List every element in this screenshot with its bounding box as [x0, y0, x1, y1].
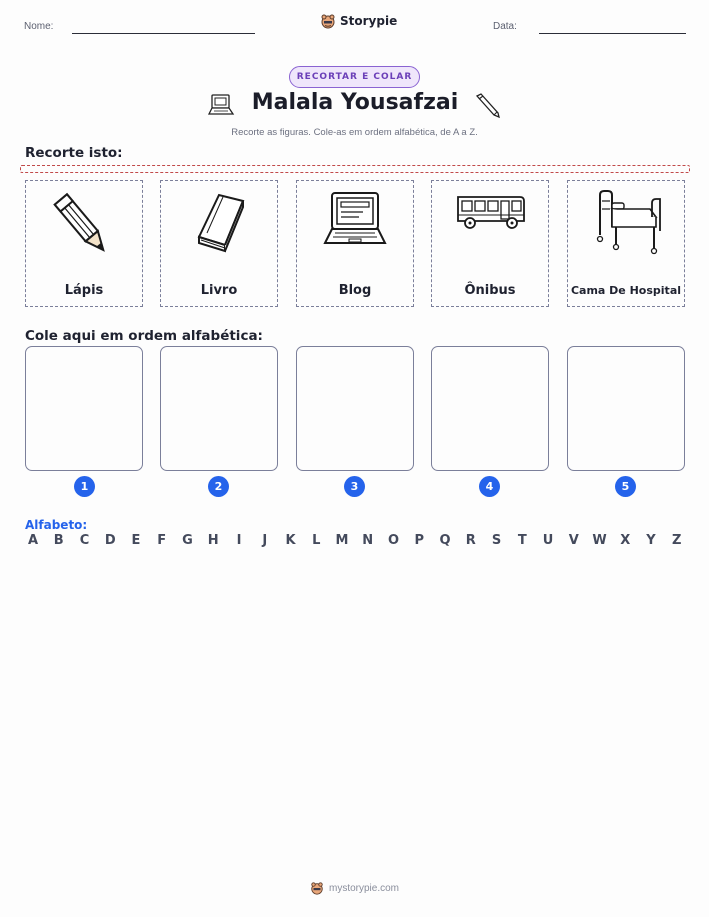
- alphabet-letter: W: [592, 533, 607, 548]
- instructions: Recorte as figuras. Cole-as em ordem alfabética, de A a Z.: [231, 127, 478, 138]
- paste-slot[interactable]: [160, 346, 278, 471]
- paste-slot[interactable]: [567, 346, 685, 471]
- alphabet-letter: U: [542, 533, 554, 548]
- alphabet-letter: J: [262, 533, 268, 548]
- paste-slot[interactable]: [296, 346, 414, 471]
- page-title: Malala Yousafzai: [251, 90, 459, 115]
- alphabet-letter: N: [362, 533, 374, 548]
- hospital-bed-icon: [586, 187, 666, 265]
- laptop-doodle-icon: [207, 93, 235, 117]
- card-label: Ônibus: [464, 283, 516, 298]
- card-label: Blog: [338, 283, 372, 298]
- alphabet-letter: Y: [646, 533, 656, 548]
- alphabet-letter: Z: [672, 533, 682, 548]
- footer-url: mystorypie.com: [328, 882, 399, 894]
- brand-logo: [320, 13, 397, 29]
- laptop-icon: [315, 187, 395, 265]
- alphabet-letter: A: [27, 533, 39, 548]
- alphabet-letter: C: [79, 533, 90, 548]
- date-line: [539, 33, 686, 34]
- storypie-mascot-icon: [310, 881, 324, 895]
- slot-number-badge: 1: [74, 476, 95, 497]
- alphabet-row: [25, 533, 685, 548]
- cut-card-hospital-bed[interactable]: [567, 180, 685, 307]
- paste-section-title: Cole aqui em ordem alfabética:: [25, 328, 263, 344]
- cut-line: [20, 165, 690, 173]
- alphabet-letter: V: [568, 533, 579, 548]
- book-icon: [179, 187, 259, 265]
- card-label: Livro: [200, 283, 238, 298]
- brand-name: Storypie: [340, 14, 398, 28]
- alphabet-letter: E: [131, 533, 141, 548]
- alphabet-letter: H: [207, 533, 219, 548]
- alphabet-letter: S: [491, 533, 502, 548]
- alphabet-letter: M: [335, 533, 349, 548]
- alphabet-letter: D: [104, 533, 116, 548]
- activity-badge: RECORTAR E COLAR: [289, 66, 420, 88]
- alphabet-letter: L: [312, 533, 321, 548]
- paste-slot[interactable]: [431, 346, 549, 471]
- slot-number-badge: 3: [344, 476, 365, 497]
- paste-slot[interactable]: [25, 346, 143, 471]
- alphabet-letter: R: [465, 533, 476, 548]
- bus-icon: [450, 187, 530, 265]
- date-label: Data:: [493, 21, 517, 32]
- storypie-mascot-icon: [320, 13, 336, 29]
- cut-section-title: Recorte isto:: [25, 145, 123, 161]
- alphabet-letter: X: [620, 533, 631, 548]
- cut-card-pencil[interactable]: [25, 180, 143, 307]
- alphabet-letter: K: [285, 533, 296, 548]
- slot-number-badge: 5: [615, 476, 636, 497]
- alphabet-letter: T: [517, 533, 527, 548]
- slot-number-badge: 2: [208, 476, 229, 497]
- alphabet-letter: Q: [439, 533, 451, 548]
- pencil-icon: [44, 187, 124, 265]
- alphabet-title: Alfabeto:: [25, 518, 88, 532]
- pencil-doodle-icon: [473, 91, 501, 119]
- alphabet-letter: G: [182, 533, 193, 548]
- footer: [0, 881, 709, 895]
- alphabet-letter: O: [387, 533, 400, 548]
- alphabet-letter: P: [414, 533, 425, 548]
- card-label: Lápis: [64, 283, 104, 298]
- name-line: [72, 33, 255, 34]
- cut-card-book[interactable]: [160, 180, 278, 307]
- cut-card-bus[interactable]: [431, 180, 549, 307]
- name-label: Nome:: [24, 21, 54, 32]
- alphabet-letter: I: [236, 533, 242, 548]
- alphabet-letter: B: [53, 533, 64, 548]
- slot-number-badge: 4: [479, 476, 500, 497]
- alphabet-letter: F: [157, 533, 167, 548]
- cut-card-blog[interactable]: [296, 180, 414, 307]
- card-label: Cama De Hospital: [570, 284, 682, 297]
